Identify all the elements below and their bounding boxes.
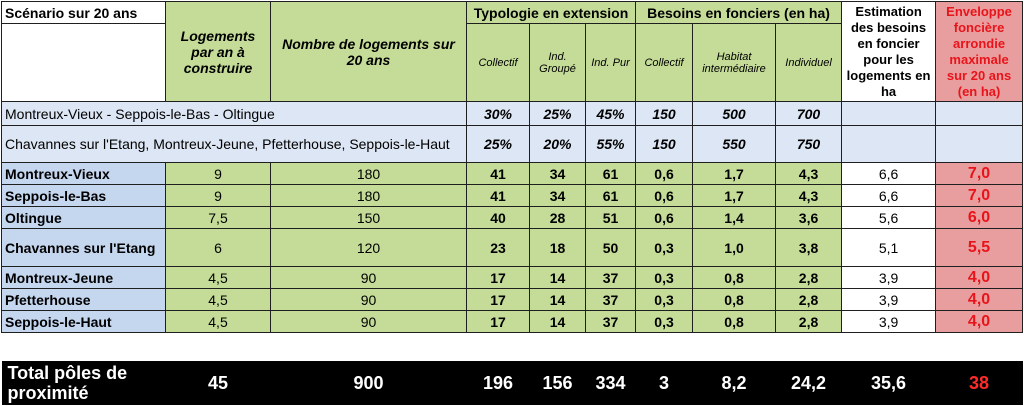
table-row: [2, 229, 1023, 267]
collectif-cell: 40: [467, 207, 530, 229]
scenario-header: Scénario sur 20 ans: [2, 2, 166, 24]
total-collectif: 196: [467, 361, 530, 405]
nb-logements-header: Nombre de logements sur 20 ans: [271, 2, 467, 102]
collectif-cell: 41: [467, 163, 530, 185]
sub-collectif: Collectif: [467, 24, 530, 102]
commune-name: Montreux-Jeune: [2, 267, 166, 289]
data-table: [1, 1, 1023, 405]
enveloppe-cell: 5,5: [936, 229, 1023, 267]
commune-name: Montreux-Vieux: [2, 163, 166, 185]
ind-pur-cell: 50: [586, 229, 636, 267]
collectif-cell: 17: [467, 267, 530, 289]
logements-an-cell: 9: [166, 163, 271, 185]
besoin-collectif-cell: 0,3: [636, 289, 693, 311]
typologie-header: Typologie en extension: [467, 2, 636, 24]
ind-groupe-cell: 34: [530, 185, 586, 207]
estimation-cell: 5,1: [842, 229, 936, 267]
header-blank-cell: [2, 24, 166, 102]
spacer-row: [2, 333, 1023, 362]
group-empty: [842, 102, 936, 126]
besoin-habitat-cell: 0,8: [693, 311, 776, 333]
besoin-individuel-cell: 2,8: [776, 289, 842, 311]
estimation-cell: 3,9: [842, 311, 936, 333]
logements-an-cell: 4,5: [166, 311, 271, 333]
group-value: 55%: [586, 126, 636, 163]
ind-pur-cell: 51: [586, 207, 636, 229]
ind-groupe-cell: 14: [530, 267, 586, 289]
table-row: [2, 207, 1023, 229]
table-row: [2, 289, 1023, 311]
besoin-individuel-cell: 2,8: [776, 311, 842, 333]
total-nb-logements: 900: [271, 361, 467, 405]
group-empty: [936, 126, 1023, 163]
sub-ind-pur: Ind. Pur: [586, 24, 636, 102]
besoin-collectif-cell: 0,3: [636, 229, 693, 267]
total-label: Total pôles de proximité: [2, 361, 166, 405]
enveloppe-cell: 7,0: [936, 185, 1023, 207]
logements-an-cell: 7,5: [166, 207, 271, 229]
ind-pur-cell: 61: [586, 163, 636, 185]
enveloppe-cell: 4,0: [936, 311, 1023, 333]
total-logements-an: 45: [166, 361, 271, 405]
group-row: [2, 102, 1023, 126]
ind-pur-cell: 37: [586, 267, 636, 289]
besoin-habitat-cell: 1,4: [693, 207, 776, 229]
group-empty: [936, 102, 1023, 126]
total-besoin-habitat: 8,2: [693, 361, 776, 405]
total-besoin-individuel: 24,2: [776, 361, 842, 405]
besoin-habitat-cell: 1,7: [693, 185, 776, 207]
besoin-collectif-cell: 0,3: [636, 311, 693, 333]
besoin-collectif-cell: 0,3: [636, 267, 693, 289]
besoins-header: Besoins en fonciers (en ha): [636, 2, 842, 24]
commune-name: Chavannes sur l'Etang: [2, 229, 166, 267]
estimation-cell: 5,6: [842, 207, 936, 229]
group-value: 30%: [467, 102, 530, 126]
estimation-cell: 6,6: [842, 185, 936, 207]
group-value: 25%: [530, 102, 586, 126]
table-row: [2, 185, 1023, 207]
ind-groupe-cell: 14: [530, 289, 586, 311]
group-row: [2, 126, 1023, 163]
total-ind-groupe: 156: [530, 361, 586, 405]
group-value: 750: [776, 126, 842, 163]
logements-an-cell: 9: [166, 185, 271, 207]
commune-name: Seppois-le-Haut: [2, 311, 166, 333]
estimation-cell: 3,9: [842, 267, 936, 289]
sub-individuel: Individuel: [776, 24, 842, 102]
nb-logements-cell: 90: [271, 289, 467, 311]
commune-name: Seppois-le-Bas: [2, 185, 166, 207]
table-row: [2, 163, 1023, 185]
total-ind-pur: 334: [586, 361, 636, 405]
ind-pur-cell: 37: [586, 289, 636, 311]
group-value: 550: [693, 126, 776, 163]
besoin-individuel-cell: 4,3: [776, 185, 842, 207]
besoin-collectif-cell: 0,6: [636, 163, 693, 185]
logements-an-cell: 6: [166, 229, 271, 267]
enveloppe-cell: 4,0: [936, 267, 1023, 289]
collectif-cell: 23: [467, 229, 530, 267]
total-enveloppe: 38: [936, 361, 1023, 405]
logements-an-cell: 4,5: [166, 289, 271, 311]
total-besoin-collectif: 3: [636, 361, 693, 405]
group-label: Montreux-Vieux - Seppois-le-Bas - Oltingue: [2, 102, 467, 126]
ind-groupe-cell: 18: [530, 229, 586, 267]
header-row-1: [2, 2, 1023, 24]
ind-groupe-cell: 34: [530, 163, 586, 185]
enveloppe-header: Enveloppe foncière arrondie maximale sur 20 ans (en ha): [936, 2, 1023, 102]
ind-groupe-cell: 28: [530, 207, 586, 229]
besoin-individuel-cell: 3,8: [776, 229, 842, 267]
group-value: 500: [693, 102, 776, 126]
estimation-cell: 6,6: [842, 163, 936, 185]
besoin-habitat-cell: 0,8: [693, 289, 776, 311]
group-value: 45%: [586, 102, 636, 126]
total-row: [2, 361, 1023, 405]
estimation-cell: 3,9: [842, 289, 936, 311]
total-estimation: 35,6: [842, 361, 936, 405]
sub-habitat: Habitat intermédiaire: [693, 24, 776, 102]
group-value: 150: [636, 126, 693, 163]
sub-collectif-2: Collectif: [636, 24, 693, 102]
commune-name: Oltingue: [2, 207, 166, 229]
enveloppe-cell: 6,0: [936, 207, 1023, 229]
group-value: 20%: [530, 126, 586, 163]
estimation-header: Estimation des besoins en foncier pour les logements en ha: [842, 2, 936, 102]
sub-ind-groupe: Ind. Groupé: [530, 24, 586, 102]
nb-logements-cell: 150: [271, 207, 467, 229]
nb-logements-cell: 90: [271, 311, 467, 333]
group-label: Chavannes sur l'Etang, Montreux-Jeune, Pfetterhouse, Seppois-le-Haut: [2, 126, 467, 163]
logements-an-cell: 4,5: [166, 267, 271, 289]
collectif-cell: 17: [467, 289, 530, 311]
commune-name: Pfetterhouse: [2, 289, 166, 311]
group-value: 25%: [467, 126, 530, 163]
collectif-cell: 17: [467, 311, 530, 333]
collectif-cell: 41: [467, 185, 530, 207]
enveloppe-cell: 4,0: [936, 289, 1023, 311]
ind-pur-cell: 37: [586, 311, 636, 333]
besoin-habitat-cell: 0,8: [693, 267, 776, 289]
nb-logements-cell: 90: [271, 267, 467, 289]
nb-logements-cell: 180: [271, 185, 467, 207]
nb-logements-cell: 120: [271, 229, 467, 267]
table-row: [2, 311, 1023, 333]
ind-groupe-cell: 14: [530, 311, 586, 333]
table-row: [2, 267, 1023, 289]
group-value: 700: [776, 102, 842, 126]
besoin-individuel-cell: 2,8: [776, 267, 842, 289]
besoin-collectif-cell: 0,6: [636, 185, 693, 207]
besoin-individuel-cell: 3,6: [776, 207, 842, 229]
besoin-collectif-cell: 0,6: [636, 207, 693, 229]
group-empty: [842, 126, 936, 163]
ind-pur-cell: 61: [586, 185, 636, 207]
enveloppe-cell: 7,0: [936, 163, 1023, 185]
group-value: 150: [636, 102, 693, 126]
besoin-individuel-cell: 4,3: [776, 163, 842, 185]
besoin-habitat-cell: 1,0: [693, 229, 776, 267]
logements-an-header: Logements par an à construire: [166, 2, 271, 102]
besoin-habitat-cell: 1,7: [693, 163, 776, 185]
nb-logements-cell: 180: [271, 163, 467, 185]
